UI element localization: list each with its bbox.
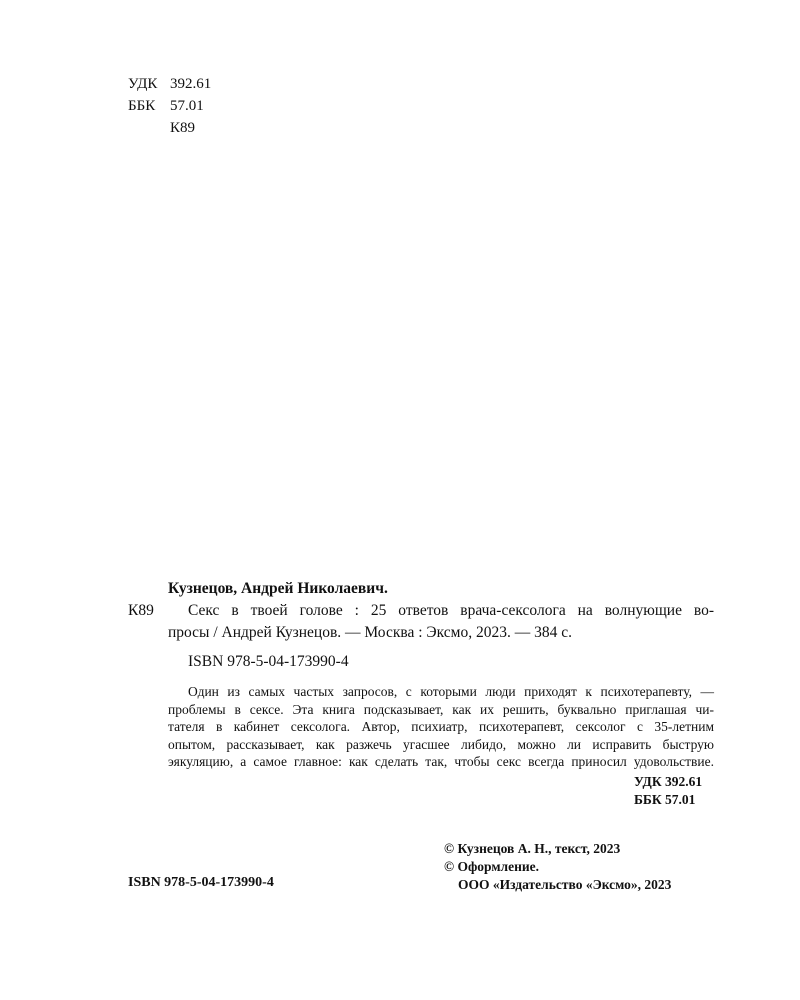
author-mark-row (128, 118, 195, 138)
bbk-label: ББК (128, 98, 156, 114)
copyright-design: © Оформление. (444, 859, 540, 874)
copyright-publisher: ООО «Издательство «Эксмо», 2023 (458, 877, 672, 892)
abstract-line: проблемы в сексе. Эта книга подсказывает, как их решить, буквально приглашая чи- (168, 701, 714, 717)
author-name: Кузнецов, Андрей Николаевич. (168, 580, 388, 597)
isbn-footer: ISBN 978-5-04-173990-4 (128, 875, 274, 890)
bbk-value: 57.01 (170, 98, 204, 114)
bbk-code: ББК 57.01 (634, 792, 696, 807)
bbk-row (128, 96, 204, 116)
udk-value: 392.61 (170, 76, 212, 92)
isbn-record: ISBN 978-5-04-173990-4 (188, 653, 349, 670)
title-line-2: просы / Андрей Кузнецов. — Москва : Эксмо, 2023. — 384 с. (168, 624, 572, 641)
author-mark-top: К89 (170, 120, 196, 136)
abstract-line: тателя в кабинет сексолога. Автор, психиатр, психотерапевт, сексолог с 35-летним (168, 719, 714, 734)
udk-code: УДК 392.61 (634, 774, 703, 789)
title-line-1: Секс в твоей голове : 25 ответов врача-сексолога на волнующие во- (188, 602, 714, 619)
author-mark: К89 (128, 602, 154, 619)
abstract (168, 683, 714, 771)
abstract-line: Один из самых частых запросов, с которыми люди приходят к психотерапевту, — (188, 684, 714, 699)
abstract-line: эякуляцию, а самое главное: как сделать так, чтобы секс всегда приносил удовольствие. (168, 754, 714, 769)
copyright-text: © Кузнецов А. Н., текст, 2023 (444, 841, 621, 856)
udk-row (128, 74, 211, 94)
abstract-line: опытом, рассказывает, как разжечь угасшее либидо, можно ли исправить быструю (168, 736, 714, 752)
udk-label: УДК (128, 76, 158, 92)
